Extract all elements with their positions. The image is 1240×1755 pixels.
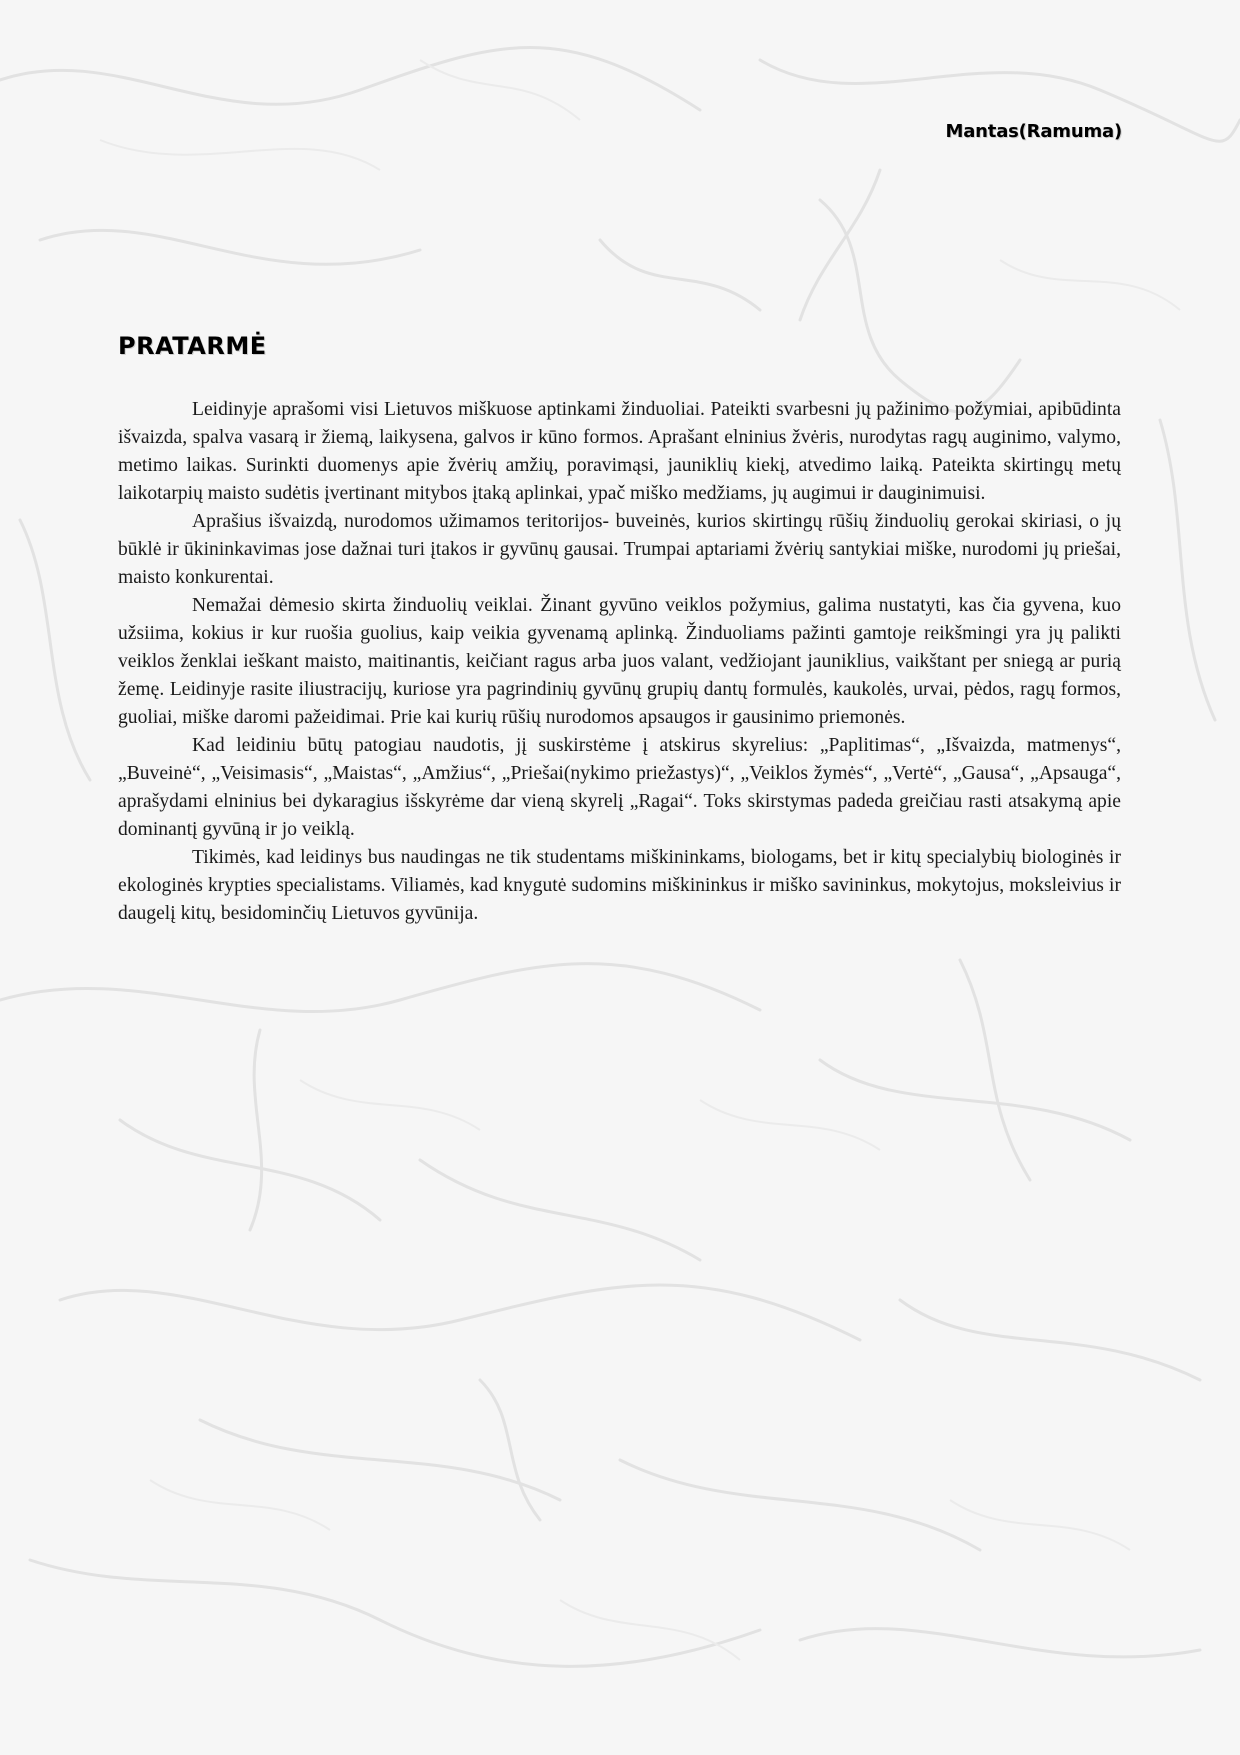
paragraph: Leidinyje aprašomi visi Lietuvos miškuose aptinkami žinduoliai. Pateikti svarbesni jų pažinimo požymiai, apibūdinta išvaizda, spalva vasarą ir žiemą, laikysena, galvos ir kūno formos. Aprašant elninius žvėris, nurodytas ragų auginimo, valymo, metimo laikas. Surinkti duomenys apie žvėrių amžių, poravimąsi, jauniklių kiekį, atvedimo laiką. Pateikta skirtingų metų laikotarpių maisto sudėtis įvertinant mitybos įtaką aplinkai, ypač miško medžiams, jų augimui ir dauginimuisi. [118,399,1121,504]
paragraph: Nemažai dėmesio skirta žinduolių veiklai. Žinant gyvūno veiklos požymius, galima nustatyti, kas čia gyvena, kuo užsiima, kokius ir kur ruošia guolius, kaip veikia gyvenamą aplinką. Žinduoliams pažinti gamtoje reikšmingi yra jų palikti veiklos ženklai ieškant maisto, maitinantis, keičiant ragus arba juos valant, vedžiojant jauniklius, vaikštant per sniegą ar purią žemę. Leidinyje rasite iliustracijų, kuriose yra pagrindinių gyvūnų grupių dantų formulės, kaukolės, urvai, pėdos, ragų formos, guoliai, miške daromi pažeidimai. Prie kai kurių rūšių nurodomos apsaugos ir gausinimo priemonės. [118,595,1121,728]
paragraph: Aprašius išvaizdą, nurodomos užimamos teritorijos- buveinės, kurios skirtingų rūšių žinduolių gerokai skiriasi, o jų būklė ir ūkininkavimas jose dažnai turi įtakos ir gyvūnų gausai. Trumpai aptariami žvėrių santykiai miške, nurodomi jų priešai, maisto konkurentai. [118,511,1121,588]
paragraph: Tikimės, kad leidinys bus naudingas ne tik studentams miškininkams, biologams, bet ir kitų specialybių biologinės ir ekologinės krypties specialistams. Viliamės, kad knygutė sudomins miškininkus ir miško savininkus, mokytojus, moksleivius ir daugelį kitų, besidominčių Lietuvos gyvūnija. [118,847,1121,924]
author-name: Mantas(Ramuma) [945,121,1122,142]
section-title: PRATARMĖ [118,332,267,360]
section-body [118,396,1121,928]
paragraph: Kad leidiniu būtų patogiau naudotis, jį suskirstėme į atskirus skyrelius: „Paplitimas“, „Išvaizda, matmenys“, „Buveinė“, „Veisimasis“, „Maistas“, „Amžius“, „Priešai(nykimo priežastys)“, „Veiklos žymės“, „Vertė“, „Gausa“, „Apsauga“, aprašydami elninius bei dykaragius išskyrėme dar vieną skyrelį „Ragai“. Toks skirstymas padeda greičiau rasti atsakymą apie dominantį gyvūną ir jo veiklą. [118,735,1121,840]
